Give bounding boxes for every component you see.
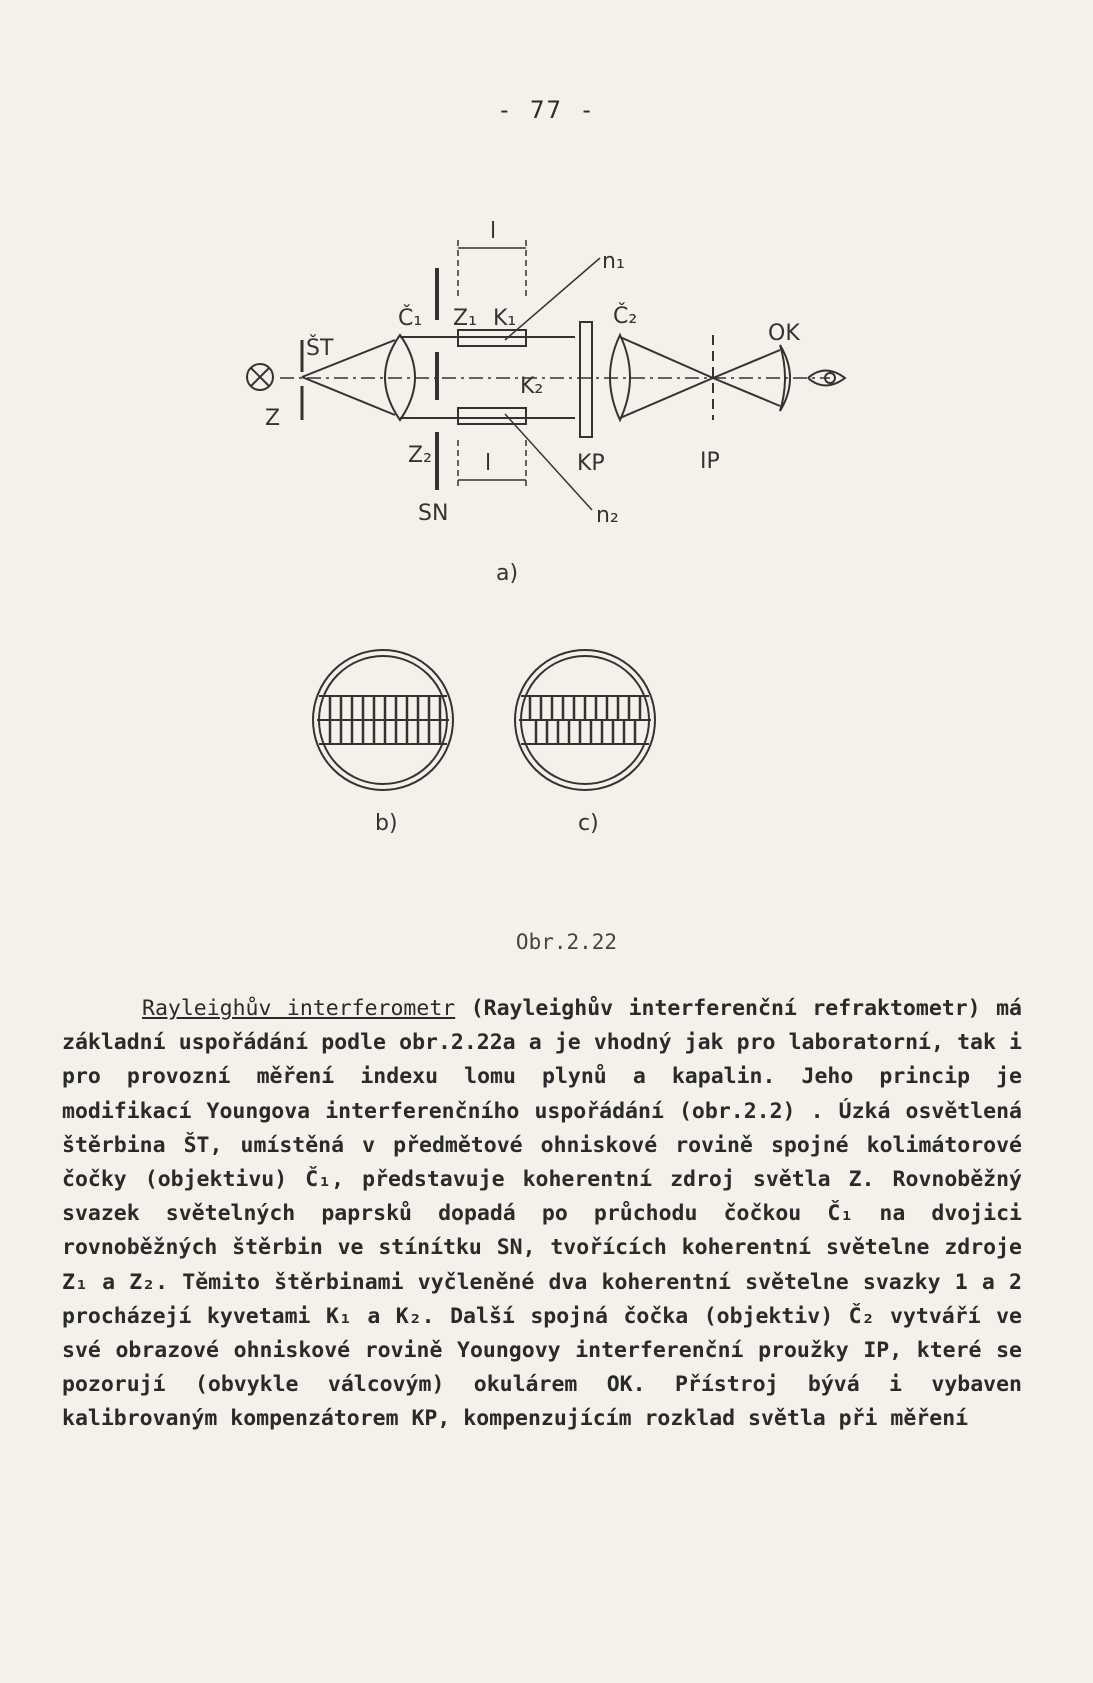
- label-k1: K₁: [493, 306, 517, 331]
- label-l-top: l: [490, 219, 497, 244]
- label-z: Z: [265, 406, 281, 431]
- label-panel-a: a): [496, 561, 519, 586]
- label-ok: OK: [768, 321, 800, 346]
- label-panel-c: c): [578, 811, 599, 836]
- panel-b-fringes: [313, 650, 453, 790]
- panel-a-drawing: [247, 240, 845, 510]
- label-sn: SN: [418, 501, 449, 526]
- label-st: ŠT: [306, 336, 334, 361]
- label-kp: KP: [577, 451, 605, 476]
- panel-c-fringes: [515, 650, 655, 790]
- label-ip: IP: [700, 449, 720, 474]
- label-n1: n₁: [602, 249, 625, 274]
- cuvette-k2: [458, 408, 526, 424]
- label-c1: Č₁: [398, 306, 423, 331]
- label-n2: n₂: [596, 503, 619, 528]
- label-l-bottom: l: [485, 451, 492, 476]
- body-text: [62, 992, 1022, 1437]
- compensator-kp: [580, 322, 592, 437]
- label-z1: Z₁: [453, 306, 477, 331]
- page-number: - 77 -: [497, 96, 596, 124]
- label-c2: Č₂: [613, 304, 638, 329]
- label-k2: K₂: [520, 374, 544, 399]
- eyepiece-ok: [780, 345, 790, 411]
- panel-a-labels: [265, 219, 800, 586]
- paragraph: [62, 992, 1022, 1437]
- label-z2: Z₂: [408, 443, 432, 468]
- label-panel-b: b): [375, 811, 398, 836]
- paragraph-text: (Rayleighův interferenční refraktometr) má základní uspořádání podle obr.2.22a a je vhodný jak pro laboratorní, tak i pro provozní měření indexu lomu plynů a kapalin. Jeho princip je modifikací Youngova interferenčního uspořádání (obr.2.2) . Úzká osvětlená štěrbina ŠT, umístěná v předmětové ohniskové rovině spojné kolimátorové čočky (objektivu) Č₁, představuje koherentní zdroj světla Z. Rovnoběžný svazek světelných paprsků dopadá po průchodu čočkou Č₁ na dvojici rovnoběžných štěrbin ve stínítku SN, tvořících koherentní světelne zdroje Z₁ a Z₂. Těmito štěrbinami vyčleněné dva koherentní světelne svazky 1 a 2 procházejí kyvetami K₁ a K₂. Další spojná čočka (objektiv) Č₂ vytváří ve své obrazové ohniskové rovině Youngovy interferenční proužky IP, které se pozorují (obvykle válcovým) okulárem OK. Přístroj bývá i vybaven kalibrovaným kompenzátorem KP, kompenzujícím rozklad světla při měření: [62, 996, 1022, 1432]
- figure-caption: Obr.2.22: [515, 930, 618, 954]
- heading-term: Rayleighův interferometr: [142, 996, 456, 1021]
